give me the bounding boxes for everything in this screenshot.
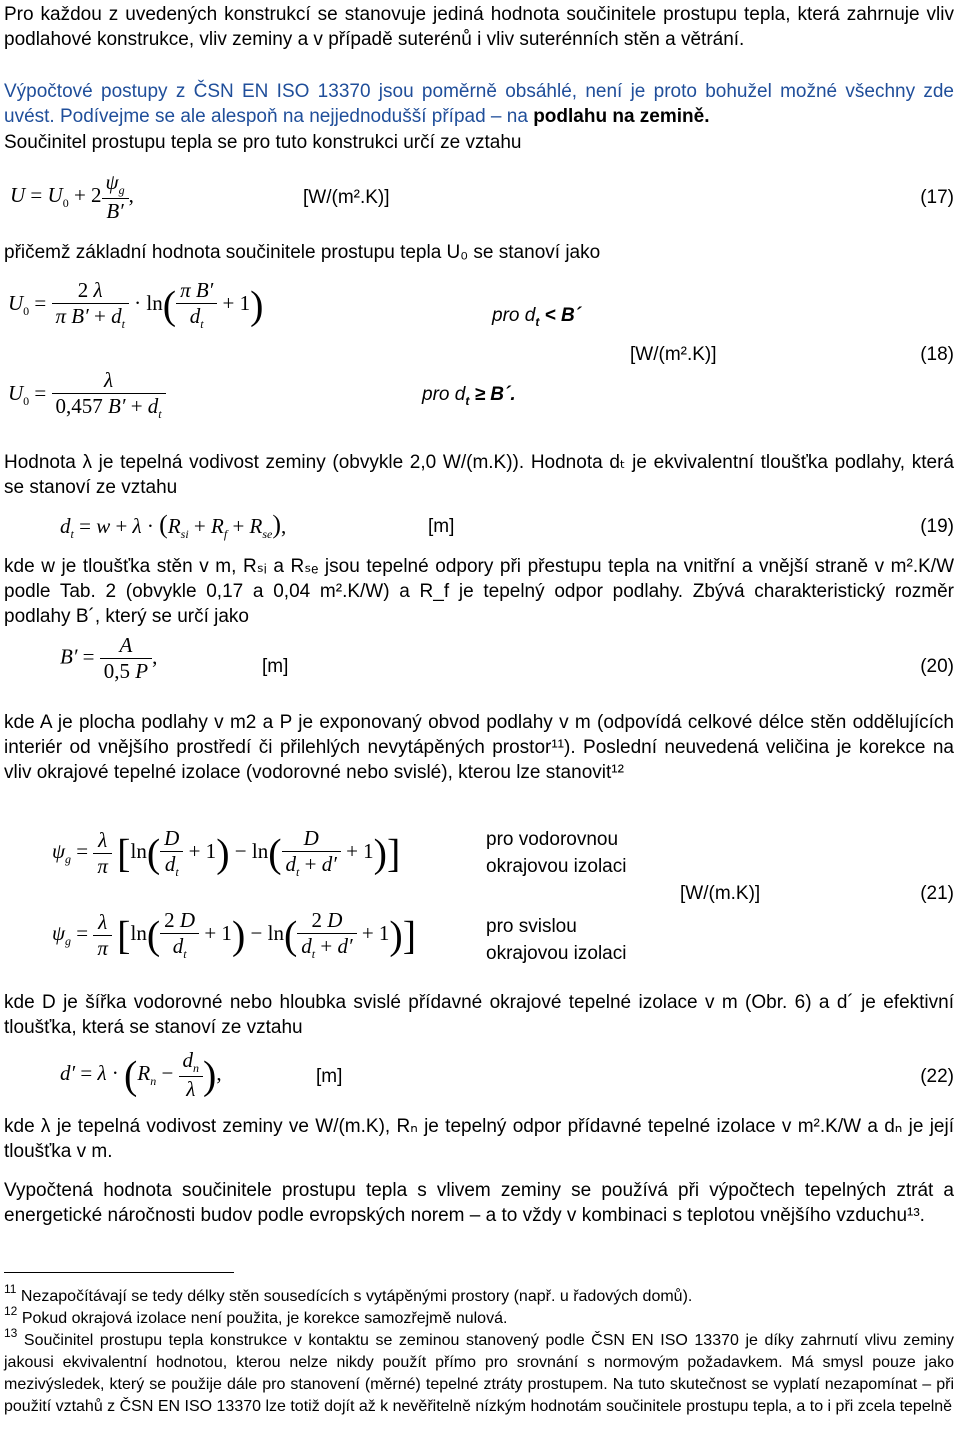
equation-18-condition-2: pro $d_t$ ≥ B´. bbox=[422, 384, 516, 408]
footnote-separator bbox=[4, 1272, 234, 1273]
footnote-11: $^{11}$ Nezapočítávají se tedy délky stěn sousedících s vytápěnými prostory (např. u řadových domů). bbox=[4, 1282, 693, 1305]
equation-19: $d_t = w + \lambda \cdot (R_{si} + R_f + R_{se})$, bbox=[60, 510, 287, 541]
paragraph-methods bbox=[4, 79, 954, 129]
paragraph-methods-bold: podlahu na zemině. bbox=[533, 106, 710, 127]
paragraph-result: Vypočtená hodnota součinitele prostupu tepla s vlivem zeminy se používá při výpočtech tepelných ztrát a energetické náročnosti budov podle evropských norem – a to vždy v kombinaci s teplotou vnějšího vzduchu¹³. bbox=[4, 1180, 954, 1226]
equation-19-unit: [m] bbox=[428, 516, 455, 537]
equation-20-number: (20) bbox=[920, 656, 954, 677]
paragraph-w: kde w je tloušťka stěn v m, Rₛᵢ a Rₛₑ jsou tepelné odpory při přestupu tepla na vnitřní a vnější straně v m².K/W podle Tab. 2 (obvykle 0,17 a 0,04 m².K/W) a R_f je tepelný odpor podlahy. Zbývá charakteristický rozměr podlahy B´, který se určí jako bbox=[4, 556, 954, 627]
equation-21-number: (21) bbox=[920, 883, 954, 904]
equation-19-number: (19) bbox=[920, 516, 954, 537]
paragraph-intro: Pro každou z uvedených konstrukcí se stanovuje jediná hodnota součinitele prostupu tepla, která zahrnuje vliv podlahové konstrukce, vliv zeminy a v případě suterénů i vliv suterénních stěn a větrání. bbox=[4, 4, 954, 50]
equation-21b: $\psi_g$ = $\frac{\lambda}{\pi}$ [ln( $\frac{2 D}{d_t}$ + 1) − ln( $\frac{2 D}{d_t + d'}$ + 1)] bbox=[52, 908, 417, 961]
equation-18-number: (18) bbox=[920, 344, 954, 365]
equation-22: $d' = \lambda \cdot (R_n$ − $\frac{d_n}{\lambda}$ ), bbox=[60, 1048, 222, 1101]
equation-17-unit: [W/(m².K)] bbox=[303, 187, 390, 208]
equation-18-unit: [W/(m².K)] bbox=[630, 344, 717, 365]
equation-17-number: (17) bbox=[920, 187, 954, 208]
equation-18-condition-1: pro $d_t$ < B´ bbox=[492, 305, 582, 329]
equation-18a: $U_0$ = $\frac{2 \lambda}{\pi B' + d_t}$ · ln( $\frac{\text{π B′}}{d_t}$ + 1) bbox=[8, 278, 264, 331]
equation-20-unit: [m] bbox=[262, 656, 289, 677]
paragraph-methods-text: Výpočtové postupy z ČSN EN ISO 13370 jsou poměrně obsáhlé, není je proto bohužel možné všechny zde uvést. Podívejme se ale alespoň na nejjednodušší případ – na bbox=[4, 81, 954, 127]
footnote-12: $^{12}$ Pokud okrajová izolace není použita, je korekce samozřejmě nulová. bbox=[4, 1304, 508, 1327]
paragraph-lambda-2: kde λ je tepelná vodivost zeminy ve W/(m.K), Rₙ je tepelný odpor přídavné tepelné izolace v m².K/W a dₙ je její tloušťka v m. bbox=[4, 1116, 954, 1162]
equation-21a: $\psi_g$ = $\frac{\lambda}{\pi}$ [ln( $\frac{D}{d_t}$ + 1) − ln( $\frac{D}{d_t + d'}$ + 1)] bbox=[52, 826, 401, 879]
paragraph-lambda: Hodnota λ je tepelná vodivost zeminy (obvykle 2,0 W/(m.K)). Hodnota dₜ je ekvivalentní tloušťka podlahy, která se stanoví ze vztahu bbox=[4, 452, 954, 498]
paragraph-D: kde D je šířka vodorovné nebo hloubka svislé přídavné okrajové tepelné izolace v m (Obr. 6) a d´ je efektivní tloušťka, která se stanoví ze vztahu bbox=[4, 992, 954, 1038]
paragraph-u0-intro: přičemž základní hodnota součinitele prostupu tepla U₀ se stanoví jako bbox=[4, 242, 601, 263]
paragraph-area: kde A je plocha podlahy v m2 a P je exponovaný obvod podlahy v m (odpovídá celkové délce stěn oddělujících interiér od vnějšího prostředí či přilehlých nevytápěných prostor¹¹). Poslední neuvedená veličina je korekce na vliv okrajové tepelné izolace (vodorovné nebo svislé), kterou lze stanovit¹² bbox=[4, 712, 954, 783]
paragraph-relation-intro: Součinitel prostupu tepla se pro tuto konstrukci určí ze vztahu bbox=[4, 132, 522, 153]
equation-22-number: (22) bbox=[920, 1066, 954, 1087]
equation-18b: $U_0$ = $\frac{\lambda}{0,457 B' + d_t}$ bbox=[8, 368, 166, 422]
footnote-13: $^{13}$ Součinitel prostupu tepla konstrukce v kontaktu se zeminou stanovený podle ČSN EN ISO 13370 je díky zahrnutí vlivu zeminy jakousi ekvivalentní hodnotou, kterou nelze nikdy použít přímo pro srovnání s normovým požadavkem. Má smysl pouze jako mezivýsledek, který se použije dále pro stanovení (měrné) tepelné ztráty prostupem. Na tuto skutečnost se vyplatí nezapomínat – při použití vztahů z ČSN EN ISO 13370 lze totiž dojít až k nevěřitelně nízkým hodnotám součinitele prostupu tepla, a to i při zcela tepelně bbox=[4, 1326, 954, 1415]
equation-17: $U = U_0 + 2$ $\frac{\psi_g}{B'}$ , bbox=[10, 170, 134, 223]
equation-21-label-horizontal: pro vodorovnou okrajovou izolaci bbox=[486, 829, 627, 877]
equation-20: B′ = $\frac{A}{0,5 P}$ , bbox=[60, 633, 158, 683]
equation-21-label-vertical: pro svislou okrajovou izolaci bbox=[486, 916, 627, 964]
equation-22-unit: [m] bbox=[316, 1066, 343, 1087]
equation-21-unit: [W/(m.K)] bbox=[680, 883, 761, 904]
